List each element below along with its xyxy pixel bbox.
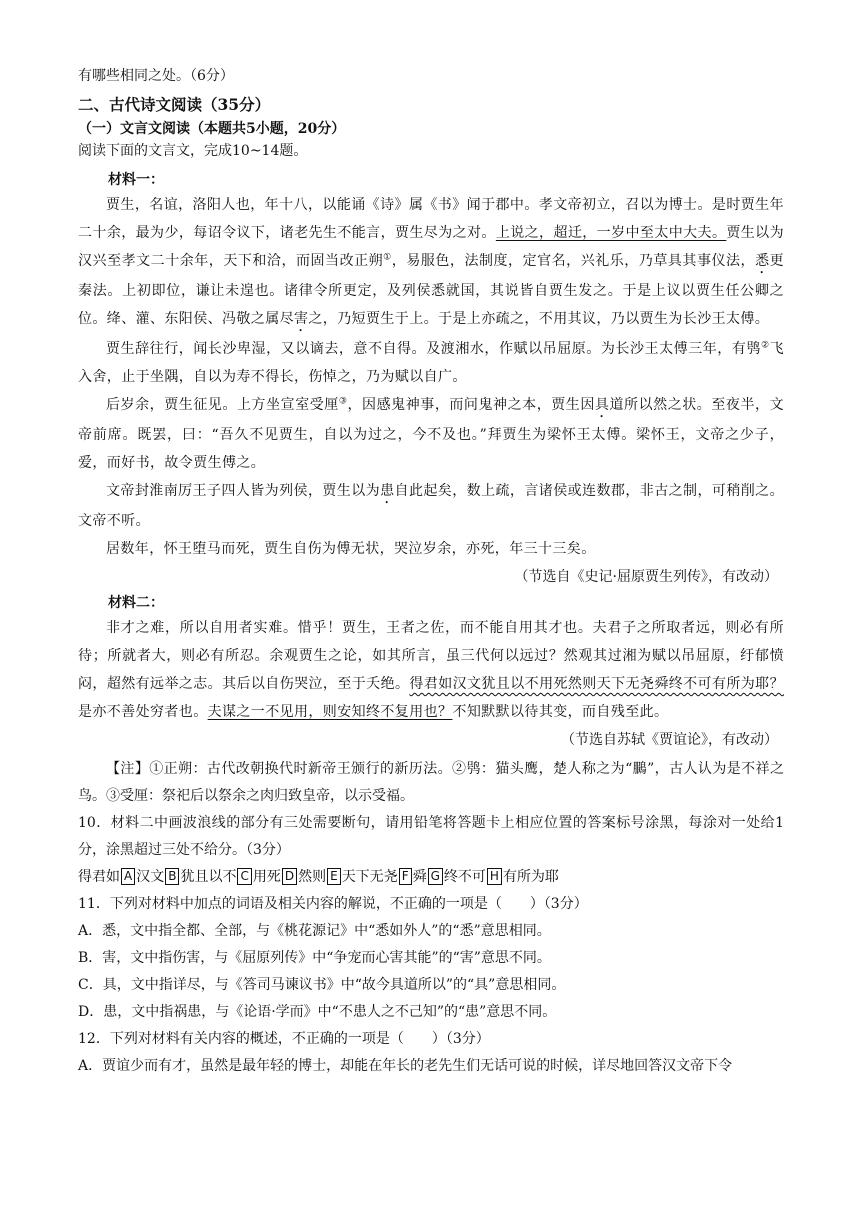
- dotted-word-hai: 害: [294, 311, 309, 327]
- section-title: 二、古代诗文阅读（35分）: [78, 95, 271, 114]
- annotation-note: 【注】①正朔：古代改朝换代时新帝王颁行的新历法。②鸮：猫头鹰，楚人称之为“鵩”，古人认为是不祥之鸟。③受厘：祭祀后以祭余之肉归致皇帝，以示受福。: [78, 761, 784, 804]
- question-12: 12．下列对材料有关内容的概述，不正确的一项是（ ）（3分）: [78, 1031, 490, 1047]
- answer-box-g[interactable]: G: [428, 868, 443, 885]
- material2-source: （节选自苏轼《贾谊论》，有改动）: [561, 732, 778, 748]
- material1-source: （节选自《史记·屈原贾生列传》，有改动）: [514, 569, 778, 585]
- underlined-sentence-2: 夫谋之一不见用，则安知终不复用也？: [207, 704, 453, 720]
- subsection-title: （一）文言文阅读（本题共5小题，20分）: [78, 121, 346, 137]
- underlined-sentence-1: 上说之，超迁，一岁中至太中大夫。: [495, 225, 727, 241]
- dotted-word-xi: 悉: [755, 253, 770, 269]
- material1-title: 材料一：: [108, 172, 164, 188]
- dotted-word-huan: 患: [380, 483, 395, 499]
- footnote-mark-3: ③: [338, 396, 348, 407]
- material1-paragraph-3: 后岁余，贾生征见。上方坐宣室受厘③，因感鬼神事，而问鬼神之本，贾生因具道所以然之状。至夜半，文帝前席。既罢，曰：“吾久不见贾生，自以为过之，今不及也。”拜贾生为梁怀王太傅。梁怀王，文帝之少子，爱，而好书，故令贾生傅之。: [78, 396, 784, 471]
- answer-box-a[interactable]: A: [121, 868, 135, 885]
- question-11: 11．下列对材料中加点的词语及相关内容的解说，不正确的一项是（ ）（3分）: [78, 896, 588, 912]
- footnote-mark-2: ②: [760, 340, 770, 351]
- material1-paragraph-5: 居数年，怀王堕马而死，贾生自伤为傅无状，哭泣岁余，亦死，年三十三矣。: [106, 541, 596, 557]
- exam-page: [78, 66, 784, 1080]
- answer-box-e[interactable]: E: [327, 868, 341, 885]
- material1-paragraph-4: 文帝封淮南厉王子四人皆为列侯，贾生以为患自此起矣，数上疏，言诸侯或连数郡，非古之制，可稍削之。文帝不听。: [78, 483, 784, 529]
- answer-box-d[interactable]: D: [282, 868, 297, 885]
- question-10-answer-options: 得君如 A 汉文 B 犹且以不 C 用死 D 然则 E 天下无尧 F 舜 G 终不可 H 有所为耶: [78, 869, 559, 885]
- instruction: 阅读下面的文言文，完成10~14题。: [78, 143, 308, 159]
- material1-paragraph-1: 贾生，名谊，洛阳人也，年十八，以能诵《诗》属《书》闻于郡中。孝文帝初立，召以为博士。是时贾生年二十余，最为少，每诏令议下，诸老先生不能言，贾生尽为之对。上说之，超迁，一岁中至太中大夫。贾生以为汉兴至孝文二十余年，天下和洽，而固当改正朔①，易服色，法制度，定官名，兴礼乐，乃草具其事仪法，悉更秦法。上初即位，谦让未遑也。诸律令所更定，及列侯悉就国，其说皆自贾生发之。于是上议以贾生任公卿之位。绛、灌、东阳侯、冯敬之属尽害之，乃短贾生于上。于是上亦疏之，不用其议，乃以贾生为长沙王太傅。: [78, 197, 785, 327]
- question-10: 10．材料二中画波浪线的部分有三处需要断句，请用铅笔将答题卡上相应位置的答案标号涂黑，每涂对一处给1分，涂黑超过三处不给分。（3分）: [78, 815, 784, 858]
- wavy-underlined-passage: 得君如汉文犹且以不用死然则天下无尧舜终不可有所为耶？: [409, 676, 784, 692]
- material2-title: 材料二：: [108, 595, 164, 611]
- material1-paragraph-2: 贾生辞往行，闻长沙卑湿，又以谪去，意不自得。及渡湘水，作赋以吊屈原。为长沙王太傅三年，有鸮②飞入舍，止于坐隅，自以为寿不得长，伤悼之，乃为赋以自广。: [78, 340, 784, 385]
- answer-box-c[interactable]: C: [237, 868, 251, 885]
- question-11-option-c[interactable]: C．具，文中指详尽，与《答司马谏议书》中“故今具道所以”的“具”意思相同。: [78, 977, 566, 993]
- dotted-word-ju: 具: [594, 397, 610, 413]
- question-11-option-a[interactable]: A．悉，文中指全都、全部，与《桃花源记》中“悉如外人”的“悉”意思相同。: [78, 923, 551, 939]
- footnote-mark-1: ①: [383, 252, 392, 263]
- question-11-option-d[interactable]: D．患，文中指祸患，与《论语·学而》中“不患人之不己知”的“患”意思不同。: [78, 1004, 557, 1020]
- material2-paragraph: 非才之难，所以自用者实难。惜乎！贾生，王者之佐，而不能自用其才也。夫君子之所取者远，则必有所待；所就者大，则必有所忍。余观贾生之论，如其所言，虽三代何以远过？然观其过湘为赋以吊屈原，纡郁愤闷，超然有远举之志。其后以自伤哭泣，至于夭绝。得君如汉文犹且以不用死然则天下无尧舜终不可有所为耶？是亦不善处穷者也。夫谋之一不见用，则安知终不复用也？不知默默以待其变，而自残至此。: [78, 620, 784, 720]
- question-12-option-a[interactable]: A．贾谊少而有才，虽然是最年轻的博士，却能在年长的老先生们无话可说的时候，详尽地回答汉文帝下令: [78, 1058, 733, 1074]
- intro-line: 有哪些相同之处。（6分）: [78, 68, 234, 84]
- question-11-option-b[interactable]: B．害，文中指伤害，与《屈原列传》中“争宠而心害其能”的“害”意思不同。: [78, 950, 551, 966]
- answer-box-f[interactable]: F: [399, 868, 412, 885]
- answer-box-h[interactable]: H: [487, 868, 502, 885]
- answer-box-b[interactable]: B: [165, 868, 179, 885]
